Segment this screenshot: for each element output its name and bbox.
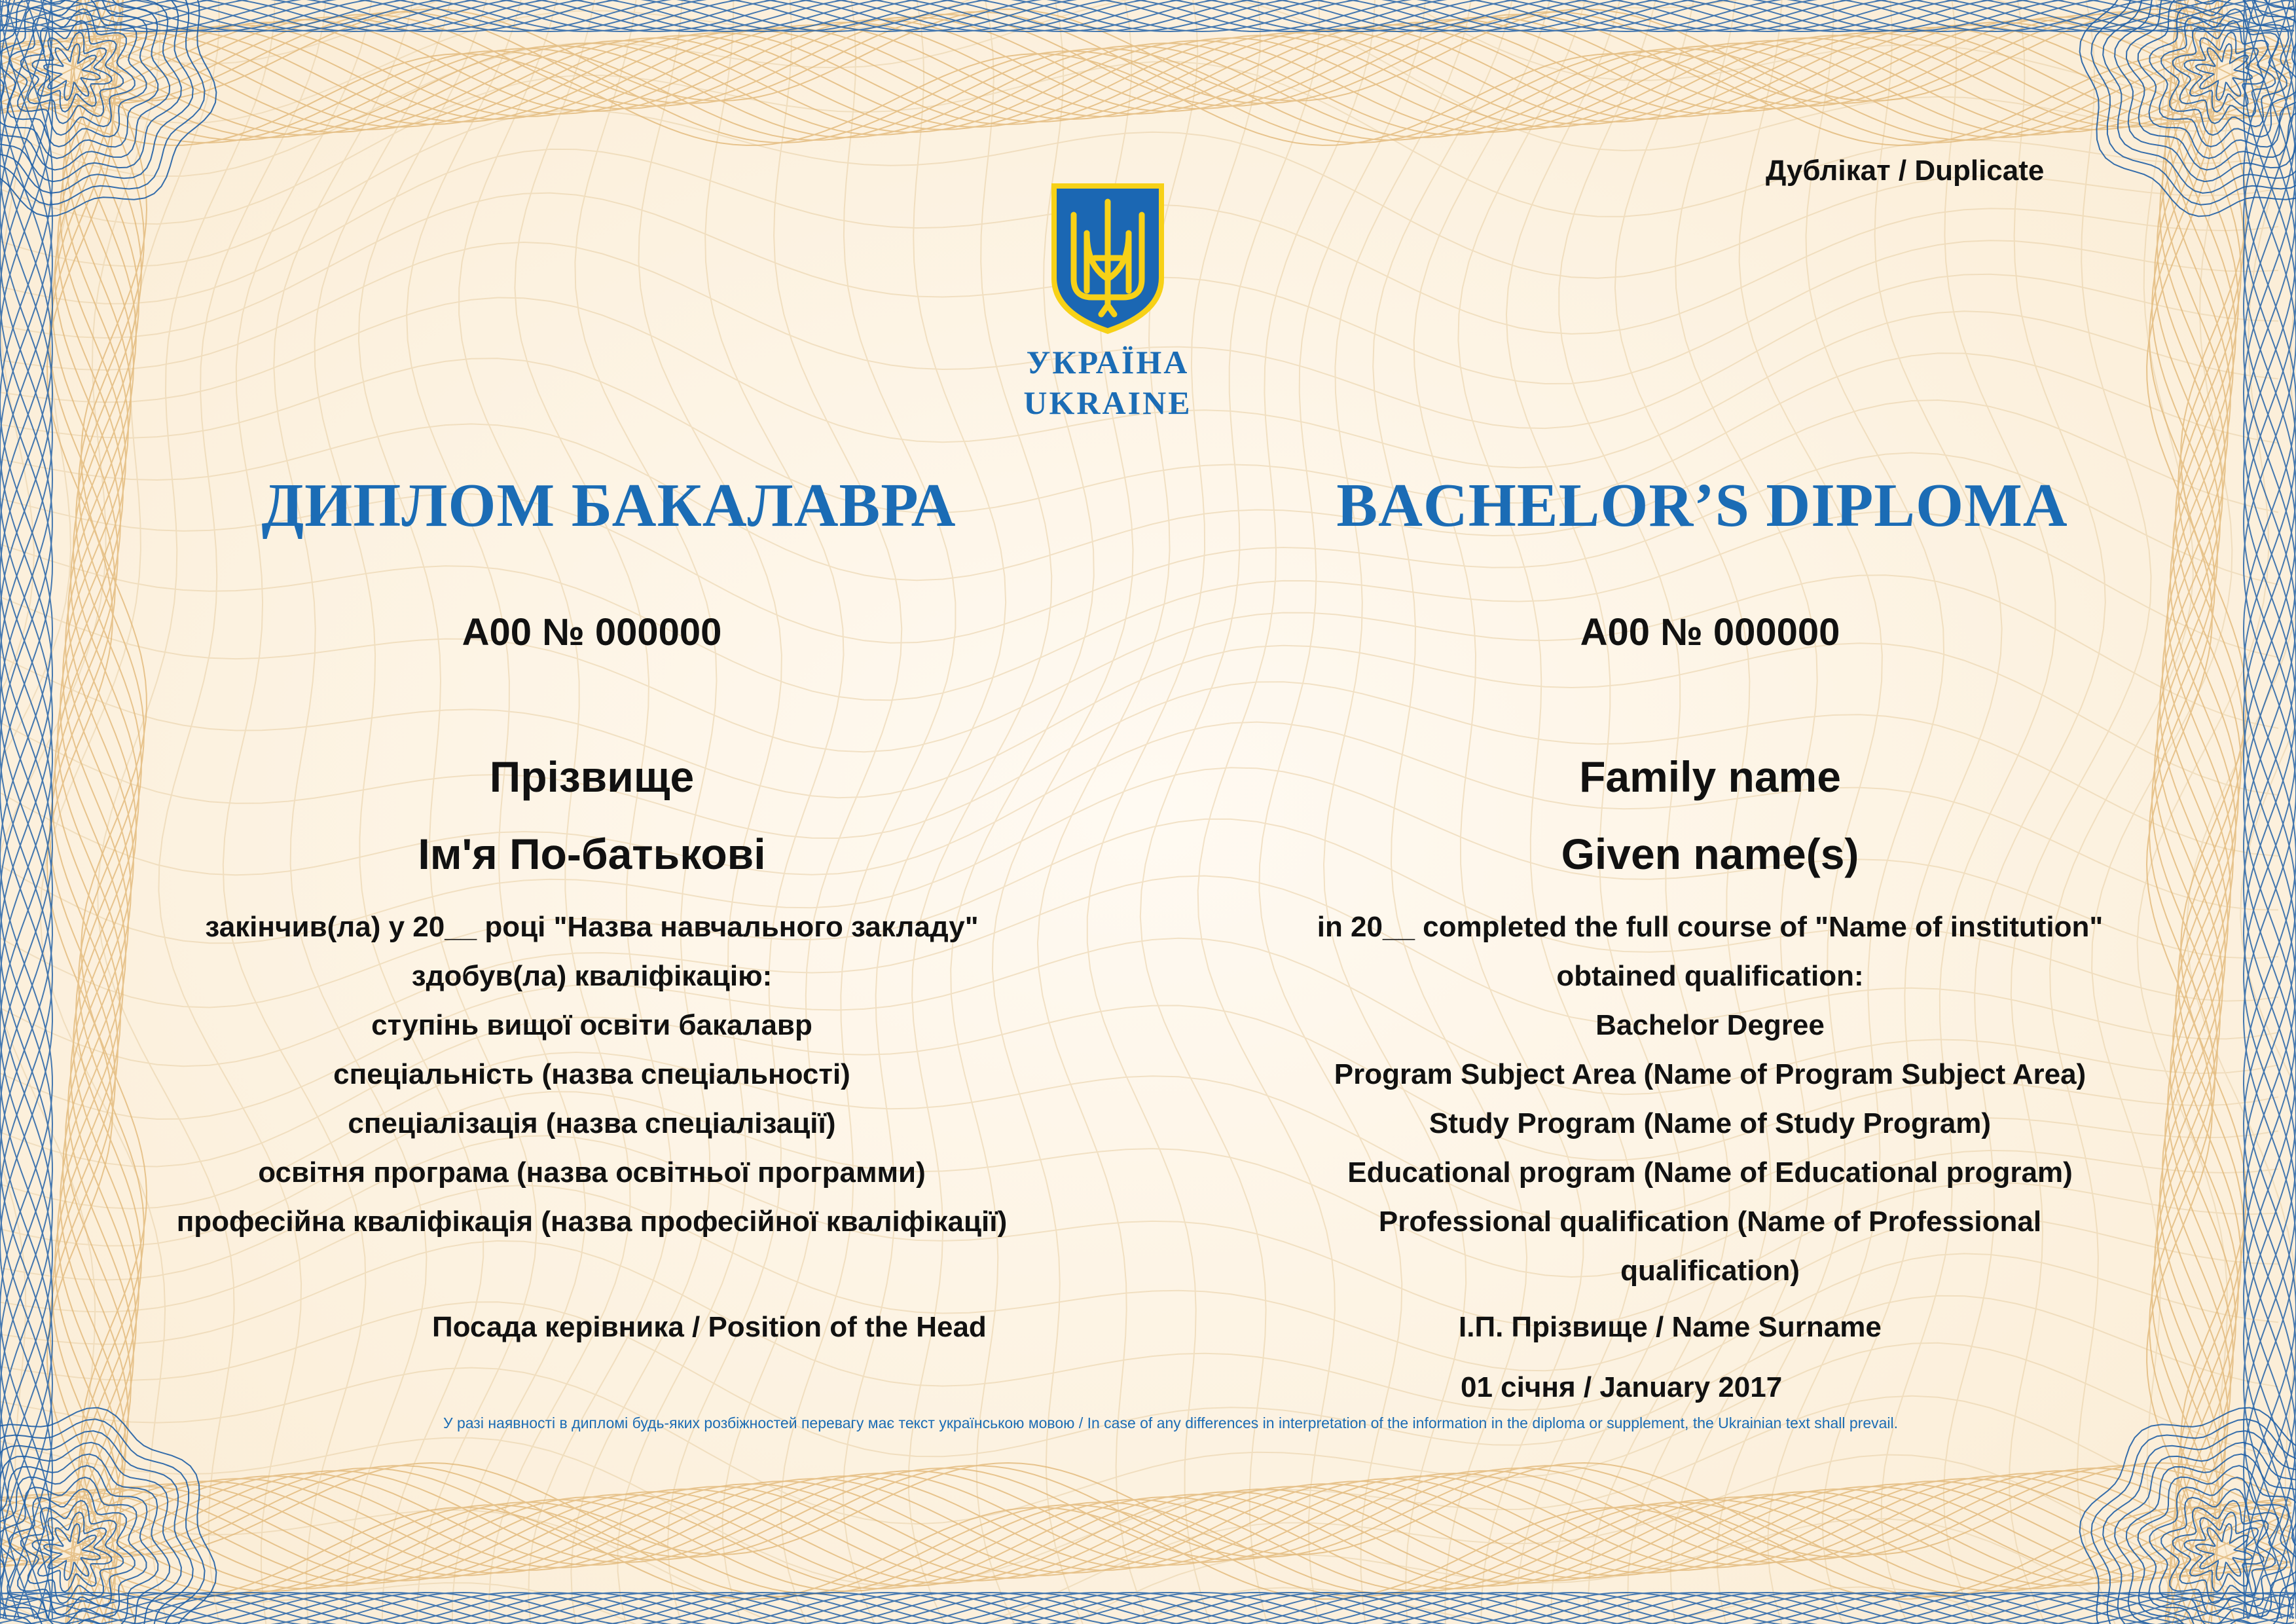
given-name-en: Given name(s): [1561, 830, 1859, 878]
duplicate-label: Дублікат / Duplicate: [1766, 155, 2045, 187]
given-name-ua: Ім'я По-батькові: [418, 830, 766, 878]
tryzub-icon: [1049, 181, 1167, 337]
language-disclaimer: У разі наявності в дипломі будь-яких розбіжностей перевагу має текст українською мовою / In case of any differences in interpretation of the information in the diploma or supplement, the Ukrainian text shall prevail.: [443, 1414, 1899, 1431]
qualification-heading-ua: здобув(ла) кваліфікацію:: [411, 960, 773, 992]
professional-qualification-line-en-cont: qualification): [1620, 1255, 1800, 1287]
title-ua: ДИПЛОМ БАКАЛАВРА: [261, 471, 957, 540]
country-name: [1023, 342, 1192, 423]
program-subject-area-line-en: Program Subject Area (Name of Program Subject Area): [1334, 1058, 2086, 1090]
country-name-ua: УКРАЇНА: [1026, 344, 1190, 380]
qualification-block-ua: [177, 902, 1008, 1246]
qualification-heading-en: obtained qualification:: [1556, 960, 1864, 992]
family-name-en: Family name: [1579, 752, 1841, 801]
degree-line-en: Bachelor Degree: [1595, 1009, 1825, 1041]
head-name: І.П. Прізвище / Name Surname: [1459, 1311, 1882, 1343]
professional-qualification-line-en: Professional qualification (Name of Professional: [1378, 1206, 2042, 1238]
diploma-number-ua: А00 № 000000: [462, 611, 722, 654]
family-name-ua: Прізвище: [489, 752, 695, 801]
specialty-line-ua: спеціальність (назва спеціальності): [333, 1058, 850, 1090]
qualification-block-en: [1317, 902, 2104, 1295]
completion-line-ua: закінчив(ла) у 20__ році "Назва навчального закладу": [205, 911, 979, 943]
head-position: Посада керівника / Position of the Head: [432, 1311, 987, 1343]
study-program-line-en: Study Program (Name of Study Program): [1429, 1107, 1992, 1139]
country-name-en: UKRAINE: [1023, 384, 1192, 421]
degree-line-ua: ступінь вищої освіти бакалавр: [371, 1009, 812, 1041]
educational-program-line-en: Educational program (Name of Educational program): [1347, 1156, 2073, 1189]
educational-program-line-ua: освітня програма (назва освітньої программи): [258, 1156, 926, 1189]
diploma-number-en: А00 № 000000: [1580, 611, 1840, 654]
completion-line-en: in 20__ completed the full course of "Name of institution": [1317, 911, 2104, 943]
issue-date: 01 січня / January 2017: [1461, 1371, 1783, 1403]
specialization-line-ua: спеціалізація (назва спеціалізації): [348, 1107, 836, 1139]
title-en: BACHELOR’S DIPLOMA: [1336, 471, 2068, 540]
professional-qualification-line-ua: професійна кваліфікація (назва професійної кваліфікації): [176, 1206, 1008, 1238]
